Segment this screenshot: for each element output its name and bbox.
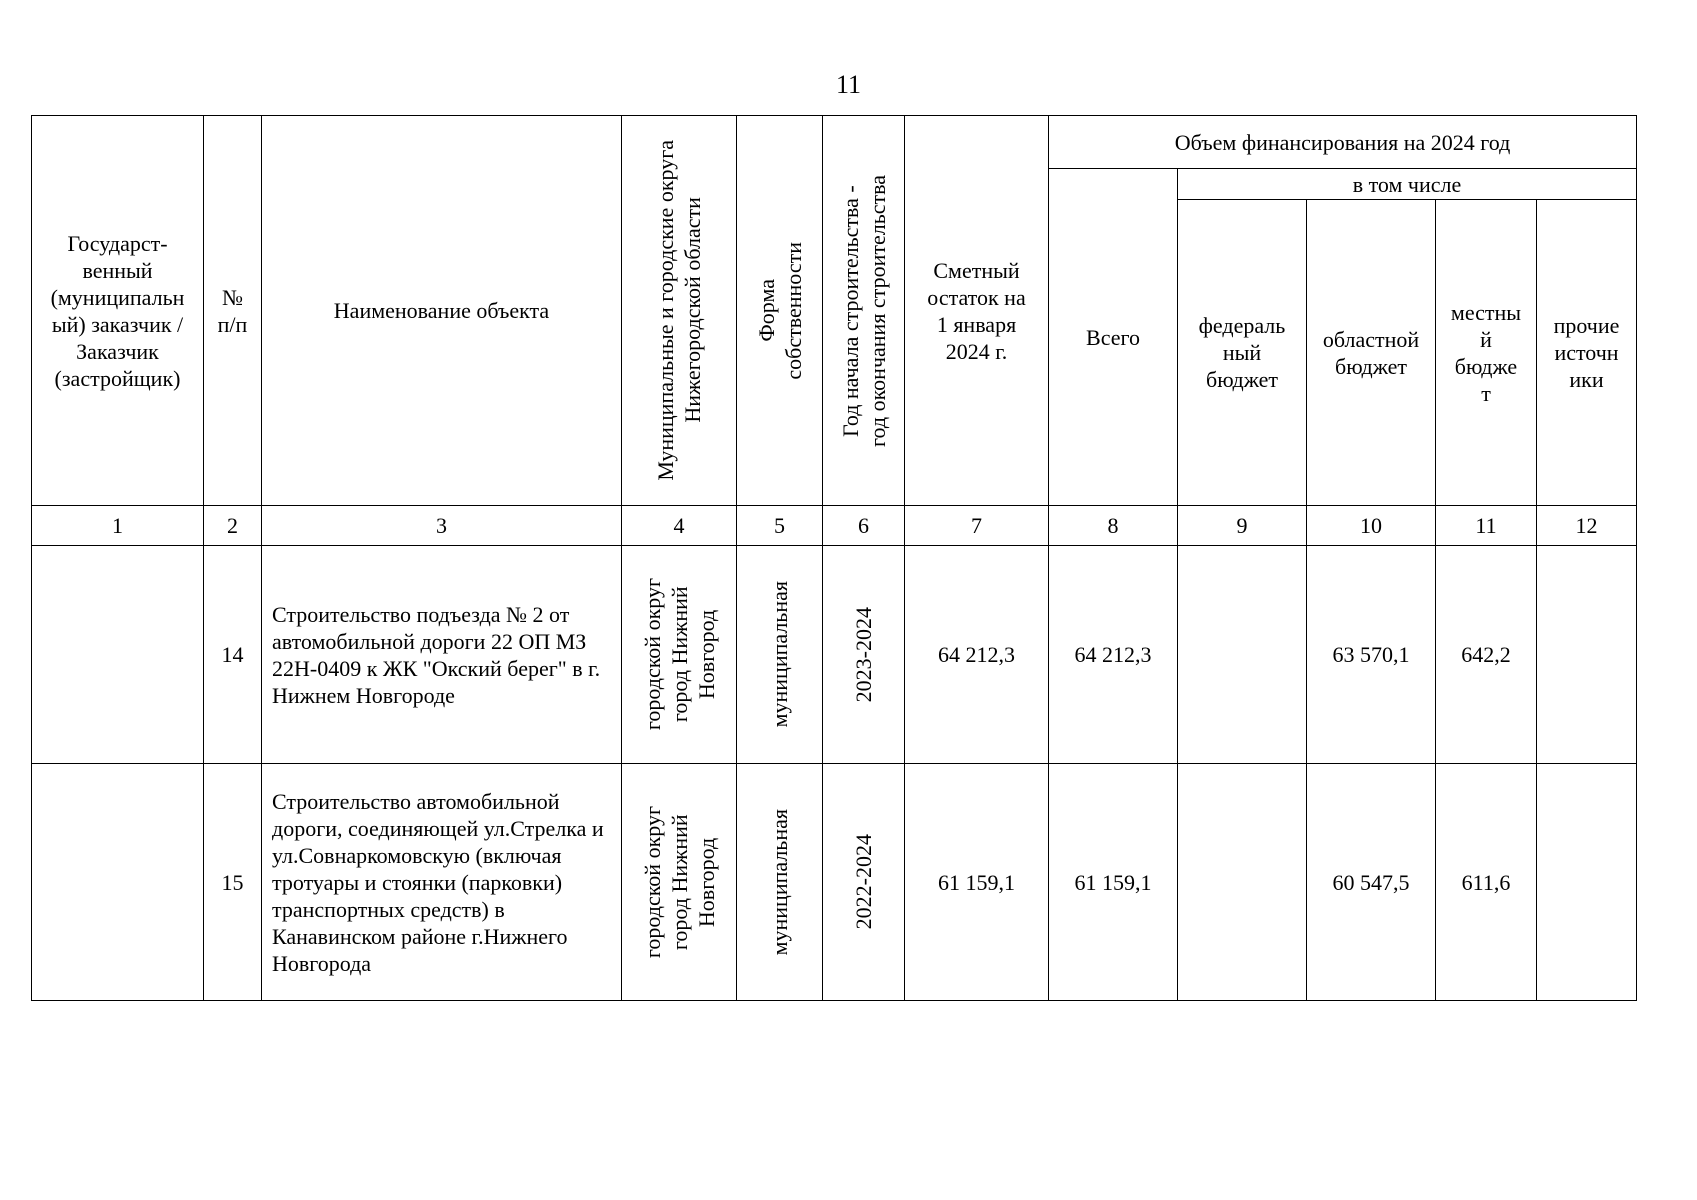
row-total: 61 159,1 — [1049, 764, 1178, 1001]
row-number: 14 — [204, 546, 262, 764]
row-customer — [32, 546, 204, 764]
header-row-number: № п/п — [204, 116, 262, 506]
header-object-name: Наименование объекта — [262, 116, 622, 506]
header-district: Муниципальные и городские округа Нижегородской области — [622, 116, 737, 506]
table-row — [32, 764, 1637, 1001]
column-number: 9 — [1178, 506, 1307, 546]
row-total: 64 212,3 — [1049, 546, 1178, 764]
row-district: городской округ город Нижний Новгород — [622, 764, 737, 1001]
page-number: 11 — [835, 70, 862, 99]
column-number: 2 — [204, 506, 262, 546]
row-local: 611,6 — [1436, 764, 1537, 1001]
column-number: 5 — [737, 506, 823, 546]
row-regional: 63 570,1 — [1307, 546, 1436, 764]
column-number: 1 — [32, 506, 204, 546]
row-federal — [1178, 764, 1307, 1001]
row-remaining: 64 212,3 — [905, 546, 1049, 764]
column-number: 10 — [1307, 506, 1436, 546]
header-including: в том числе — [1178, 169, 1637, 200]
row-ownership: муниципальная — [737, 764, 823, 1001]
column-number: 4 — [622, 506, 737, 546]
column-number: 11 — [1436, 506, 1537, 546]
column-number-row — [32, 506, 1637, 546]
header-ownership: Форма собственности — [737, 116, 823, 506]
row-years: 2022-2024 — [823, 764, 905, 1001]
row-ownership: муниципальная — [737, 546, 823, 764]
row-regional: 60 547,5 — [1307, 764, 1436, 1001]
row-federal — [1178, 546, 1307, 764]
header-years: Год начала строительства - год окончания строительства — [823, 116, 905, 506]
row-years: 2023-2024 — [823, 546, 905, 764]
row-district: городской округ город Нижний Новгород — [622, 546, 737, 764]
row-number: 15 — [204, 764, 262, 1001]
column-number: 12 — [1537, 506, 1637, 546]
header-regional: областной бюджет — [1307, 200, 1436, 506]
column-number: 8 — [1049, 506, 1178, 546]
financing-table — [31, 115, 1637, 1001]
table-row — [32, 546, 1637, 764]
row-other — [1537, 764, 1637, 1001]
header-funding-group: Объем финансирования на 2024 год — [1049, 116, 1637, 169]
header-local: местны й бюдже т — [1436, 200, 1537, 506]
header-total: Всего — [1049, 169, 1178, 506]
header-federal: федераль ный бюджет — [1178, 200, 1307, 506]
column-number: 3 — [262, 506, 622, 546]
row-local: 642,2 — [1436, 546, 1537, 764]
header-remaining: Сметный остаток на 1 января 2024 г. — [905, 116, 1049, 506]
column-number: 7 — [905, 506, 1049, 546]
row-object-name: Строительство подъезда № 2 от автомобильной дороги 22 ОП МЗ 22Н-0409 к ЖК "Окский берег" в г. Нижнем Новгороде — [262, 546, 622, 764]
row-customer — [32, 764, 204, 1001]
row-object-name: Строительство автомобильной дороги, соединяющей ул.Стрелка и ул.Совнаркомовскую (включая тротуары и стоянки (парковки) транспортных средств) в Канавинском районе г.Нижнего Новгорода — [262, 764, 622, 1001]
header-customer: Государст- венный (муниципальн ый) заказчик / Заказчик (застройщик) — [32, 116, 204, 506]
row-other — [1537, 546, 1637, 764]
header-other: прочие источн ики — [1537, 200, 1637, 506]
column-number: 6 — [823, 506, 905, 546]
row-remaining: 61 159,1 — [905, 764, 1049, 1001]
